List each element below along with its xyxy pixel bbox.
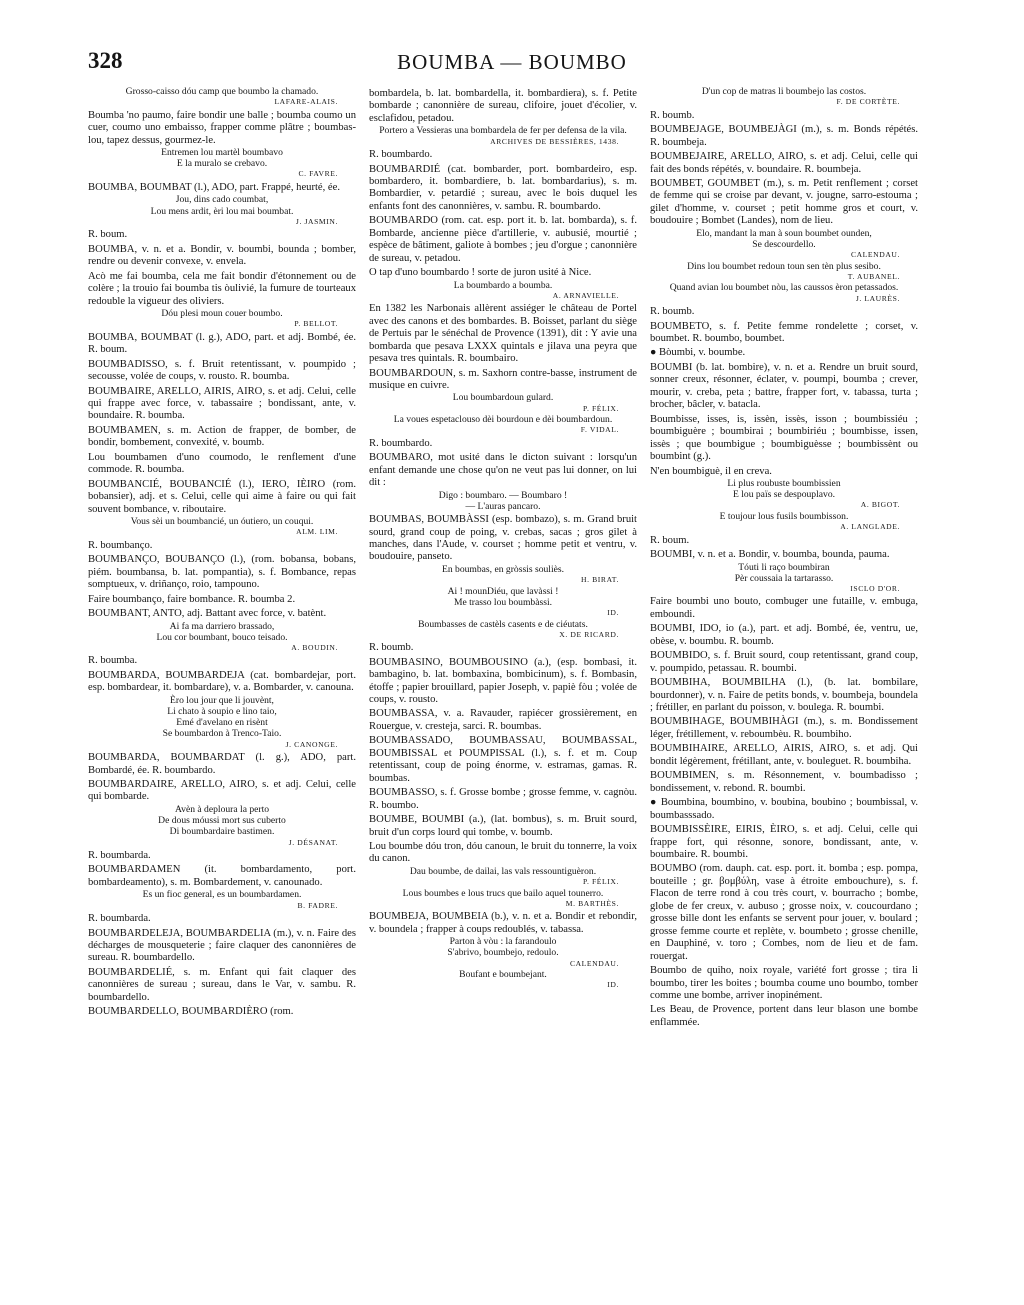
dictionary-entry: BOUMBARDAIRE, ARELLO, AIRO, s. et adj. Celui, celle qui bombarde. — [88, 779, 356, 803]
dictionary-entry: BOUMBARDAMEN (it. bombardamento, port. bombardeamento), s. m. Bombardement, v. canounado. — [88, 864, 356, 888]
dictionary-entry: R. boum. — [88, 229, 128, 241]
citation: Dins lou boumbet redoun toun sen tèn plus sesibo. — [687, 260, 881, 272]
citation: Portero a Vessieras una bombardela de fer per defensa de la vila. — [379, 125, 627, 137]
citation: Avèn à deploura la perto De dous móussi mort sus cuberto Di boumbardaire bastimen. — [158, 803, 286, 838]
citation: En boumbas, en gròssis souliès. — [441, 563, 565, 575]
dictionary-entry: BOUMBO (rom. dauph. cat. esp. port. it. bomba ; esp. pompa, bouteille ; gr. βομβύλη, vase à étroite embouchure), s. f. Flacon de terre rond à cou très court, v. bourracho ; bombe, globe de fer creux, v. aubuso ; grosse noix, v. coucourdano ; grosse bille dont les enfants se servent pour jouer, v. boulard ; grosse femme courte et replète, v. boumbeto ; grosse chenille, en Dauphiné, v. toro ; Combes, nom de lieu et de fam. rouergat. — [650, 863, 918, 962]
citation: Lous boumbes e lous trucs que bailo aquel tounerro. — [402, 887, 604, 899]
citation: Dóu plesi moun couer boumbo. — [161, 308, 283, 320]
citation-author: ISCLO D'OR. — [850, 583, 900, 593]
dictionary-entry: BOUMBA, v. n. et a. Bondir, v. boumbi, bounda ; bomber, rendre ou devenir convexe, v. envela. — [88, 243, 356, 268]
dictionary-entry: BOUMBIHAGE, BOUMBIHÀGI (m.), s. m. Bondissement léger, frétillement, v. reboumbèu. R. boumbiho. — [650, 716, 918, 740]
dictionary-entry: BOUMBASINO, BOUMBOUSINO (a.), (esp. bombasi, it. bambagino, b. lat. bombaxina, bombicinum), s. f. Bombasin, étoffe ; papier brouillard, papier Joseph, v. papiè fòu ; volée de coups, v. rousto. — [369, 656, 637, 706]
citation-author: ID. — [607, 608, 619, 618]
citation: Tóuti li raço boumbiran Pèr coussaia la tartarasso. — [734, 561, 834, 584]
citation: La boumbardo a boumba. — [453, 279, 553, 291]
citation: Li plus roubuste boumbissien E lou païs se despouplavo. — [727, 477, 841, 501]
dictionary-entry: R. boumbardo. — [369, 149, 433, 161]
citation: Boumbasses de castèls casents e de ciéutats. — [418, 618, 588, 630]
page-number: 328 — [88, 48, 123, 73]
citation-author: CALENDAU. — [569, 958, 619, 968]
citation: Elo, mandant la man à soun boumbet ounden, Se descourdello. — [696, 227, 872, 250]
citation: Boufant e boumbejant. — [459, 969, 547, 981]
dictionary-entry: BOUMBETO, s. f. Petite femme rondelette ; corset, v. boumbet. R. boumbo, boumbet. — [650, 320, 918, 344]
dictionary-entry: Boumba 'no paumo, faire bondir une balle ; boumba coumo un cuer, coumo uno embaisso, frapper comme plâtre ; boumbas-lou, tapez dessus, gourmez-le. — [88, 109, 356, 146]
dictionary-entry: BOUMBARDA, BOUMBARDEJA (cat. bombardejar, port. esp. bombardear, it. bombardare), v. a. Bombarder, v. canouna. — [88, 669, 356, 694]
citation-author: F. VIDAL. — [580, 425, 619, 435]
dictionary-entry: BOUMBE, BOUMBI (a.), (lat. bombus), s. m. Bruit sourd, bruit d'un corps lourd qui tombe, v. boumb. — [369, 814, 637, 838]
dictionary-entry: BOUMBANÇO, BOUBANÇO (l.), (rom. bobansa, bobans, piém. boumbansa, b. lat. pompantia), s. f. Bombance, repas somptueux, v. driñanço, roio, tampouno. — [88, 554, 356, 591]
citation-author: F. DE CORTÈTE. — [836, 97, 900, 107]
dictionary-entry: R. boumb. — [650, 109, 695, 121]
dictionary-entry: BOUMBI (b. lat. bombire), v. n. et a. Rendre un bruit sourd, sonner creux, résonner, éclater, v. poumpi, boumba ; crever, mourir, v. creba, peta ; battre, frapper fort, v. tabassa, turta ; brocher, bâcler, v. batacla. — [650, 361, 918, 411]
text-column-3 — [650, 86, 918, 1226]
dictionary-entry: BOUMBAIRE, ARELLO, AIRIS, AIRO, s. et adj. Celui, celle qui frappe avec force, v. tabassaire ; bondissant, ante, v. boundaire. R. boumba. — [88, 385, 356, 422]
dictionary-entry: BOUMBAS, BOUMBÀSSI (esp. bombazo), s. m. Grand bruit sourd, grand coup de poing, v. crebas, sacas ; gros gilet à manches, dans l'Aude, v. courset ; homme petit et ventru, v. boudouire, panseto. — [369, 514, 637, 563]
citation: La voues espetaclouso dèi bourdoun e dèi boumbardoun. — [393, 414, 613, 426]
dictionary-entry: BOUMBA, BOUMBAT (l.), ADO, part. Frappé, heurté, ée. — [88, 181, 340, 193]
dictionary-entry: En 1382 les Narbonais allèrent assiéger le château de Portel avec des canons et des bombardes. B. Boisset, parlant du siège de Pertuis par le sénéchal de Provence (1391), dit : Y avie una bombarda que pesava LXXX quintals e jilava una peyra que pesava tres quintals. R. boumbairo. — [369, 303, 637, 365]
citation-author: B. FADRE. — [297, 900, 338, 910]
dictionary-entry: BOUMBASSO, s. f. Grosse bombe ; grosse femme, v. cagnòu. R. boumbo. — [369, 787, 637, 811]
dictionary-entry: Boumbo de quiho, noix royale, variété fort grosse ; tira li boumbo, tirer les boites ; boumba coume uno boumbo, tomber comme une bombe, arriver inopinément. — [650, 965, 918, 1001]
dictionary-entry: BOUMBARDOUN, s. m. Saxhorn contre-basse, instrument de musique en cuivre. — [369, 367, 637, 392]
dictionary-entry: Les Beau, de Provence, portent dans leur blason une bombe enflammée. — [650, 1004, 918, 1028]
dictionary-entry: BOUMBEJA, BOUMBEIA (b.), v. n. et a. Bondir et rebondir, v. boundela ; frapper à coups redoublés, v. tabassa. — [369, 911, 637, 935]
dictionary-entry: BOUMBAMEN, s. m. Action de frapper, de bomber, de bondir, bombement, convexité, v. boumb. — [88, 424, 356, 449]
citation: Jou, dins cado coumbat, Lou mens ardit, èri lou mai boumbat. — [150, 194, 294, 217]
citation: Èro lou jour que li jouvènt, Li chato à soupio e lino taio, Emé d'avelano en risènt Se boumbardon à Trenco-Taio. — [162, 694, 282, 740]
citation: Ai fa ma darriero brassado, Lou cor boumbant, bouco teisado. — [156, 620, 288, 643]
citation: Entremen lou martèl boumbavo E la muralo se crebavo. — [161, 147, 283, 170]
dictionary-entry: BOUMBET, GOUMBET (m.), s. m. Petit renflement ; corset de femme qui se croise par devant, v. jougne, sarro-estouma ; gilet d'homme, v. courset ; petit homme gros et court, v. boudouire ; Bombet (Landes), nom de lieu. — [650, 177, 918, 227]
citation: E toujour lous fusils boumbisson. — [719, 510, 849, 522]
citation-author: J. DÉSANAT. — [288, 837, 338, 847]
dictionary-entry: BOUMBASSA, v. a. Ravauder, rapiécer grossièrement, en Rouergue, v. cresteja, sarci. R. boumbas. — [369, 708, 637, 732]
dictionary-entry: R. boumb. — [369, 642, 414, 654]
dictionary-entry: BOUMBIMEN, s. m. Résonnement, v. boumbadisso ; bondissement, v. rebond. R. boumbi. — [650, 770, 918, 794]
citation: Ai ! mounDiéu, que lavàssi ! Me trasso lou boumbàssi. — [447, 585, 559, 608]
dictionary-entry: Faire boumbi uno bouto, combuger une futaille, v. embuga, emboundi. — [650, 596, 918, 620]
dictionary-entry: Lou boumbe dóu tron, dóu canoun, le bruit du tonnerre, la voix du canon. — [369, 841, 637, 865]
dictionary-entry: BOUMBARDELLO, BOUMBARDIÈRO (rom. — [88, 1006, 294, 1018]
citation: Quand avian lou boumbet nòu, las caussos èron petassados. — [669, 282, 899, 294]
dictionary-entry: R. boumbanço. — [88, 539, 153, 551]
citation-author: X. DE RICARD. — [559, 629, 619, 639]
citation-author: LAFARE-ALAIS. — [274, 97, 338, 107]
citation-author: A. ARNAVIELLE. — [552, 290, 619, 300]
dictionary-entry: R. boum. — [650, 534, 690, 546]
dictionary-entry: R. boumb. — [650, 306, 695, 318]
citation-author: P. FÉLIX. — [583, 877, 619, 887]
dictionary-entry: R. boumba. — [88, 655, 138, 667]
dictionary-entry: BOUMBANCIÉ, BOUBANCIÉ (l.), IERO, IÈIRO (rom. bobansier), adj. et s. Celui, celle qui aime à faire ou qui fait souvent bombance, v. riboutaire. — [88, 478, 356, 515]
dictionary-entry: Faire boumbanço, faire bombance. R. boumba 2. — [88, 593, 296, 605]
citation-author: CALENDAU. — [850, 250, 900, 260]
citation-author: P. FÉLIX. — [583, 403, 619, 413]
citation-author: J. LAURÈS. — [855, 293, 900, 303]
citation: Dau boumbe, de dailai, las vals ressountiguèron. — [409, 865, 597, 877]
dictionary-entry: BOUMBASSADO, BOUMBASSAU, BOUMBASSAL, BOUMBISSAL et POUMPISSAL (l.), s. f. et m. Coup retentissant, coup de poing énorme, v. estramas, gamas. R. boumbas. — [369, 735, 637, 784]
text-column-1 — [88, 86, 356, 1226]
citation-author: A. BIGOT. — [860, 500, 900, 510]
dictionary-entry: BOUMBARDO (rom. cat. esp. port it. b. lat. bombarda), s. f. Bombarde, ancienne pièce d'artillerie, v. aubusié, mourtié ; espèce de bâtiment, galiote à bombes ; jeu d'orgue ; canonnière de sureau, v. petadou. — [369, 215, 637, 264]
page-header — [88, 48, 936, 82]
dictionary-entry: BOUMBIHAIRE, ARELLO, AIRIS, AIRO, s. et adj. Qui bondit légèrement, frétillant, ante, v. bouleguet. R. boumbiha. — [650, 743, 918, 767]
dictionary-entry: ● Bòumbi, v. boumbe. — [650, 347, 746, 359]
citation-author: ALM. LIM. — [296, 527, 338, 537]
text-column-2 — [369, 86, 637, 1226]
citation: Es un fioc general, es un boumbardamen. — [142, 889, 302, 901]
citation: Lou boumbardoun gulard. — [452, 392, 554, 404]
citation-author: A. LANGLADE. — [840, 522, 900, 532]
citation-author: T. AUBANEL. — [847, 271, 900, 281]
citation-author: A. BOUDIN. — [291, 642, 338, 652]
dictionary-entry: BOUMBANT, ANTO, adj. Battant avec force, v. batènt. — [88, 608, 327, 620]
dictionary-entry: ● Boumbina, boumbino, v. boubina, boubino ; boumbissal, v. boumbasssado. — [650, 797, 918, 821]
dictionary-entry: Lou boumbamen d'uno coumodo, le renflement d'une commode. R. boumba. — [88, 451, 356, 476]
citation-author: M. BARTHÈS. — [565, 898, 619, 908]
dictionary-entry: BOUMBA, BOUMBAT (l. g.), ADO, part. et adj. Bombé, ée. R. boum. — [88, 331, 356, 356]
running-head: BOUMBA — BOUMBO — [397, 50, 627, 74]
dictionary-entry: BOUMBADISSO, s. f. Bruit retentissant, v. poumpido ; secousse, volée de coups, v. rousto. R. boumba. — [88, 358, 356, 383]
dictionary-entry: N'en boumbiguè, il en creva. — [650, 465, 772, 477]
dictionary-entry: BOUMBI, v. n. et a. Bondir, v. boumba, bounda, pauma. — [650, 549, 890, 561]
citation: Grosso-caisso dóu camp que boumbo la chamado. — [125, 86, 319, 97]
dictionary-entry: BOUMBARO, mot usité dans le dicton suivant : lorsqu'un enfant demande une chose qu'on ne veut pas lui donner, on lui dit : — [369, 452, 637, 489]
dictionary-entry: Boumbisse, isses, is, issèn, issès, isson ; boumbissiéu ; boumbiguère ; boumbirai ; boumbiriéu ; boumbisse, issen, issès ; que boumbigue ; boumbiguèsse ; boumbissènt ou boumbint (g.). — [650, 413, 918, 463]
dictionary-entry: BOUMBARDIÉ (cat. bombarder, port. bombardeiro, esp. bombardero, it. bombardiere, b. lat. bombardarius), s. m. Bombardier, v. petardié ; sureau, avec le bois duquel les enfants font des canonnières, v. sambu. R. boumbardo. — [369, 163, 637, 212]
citation: D'un cop de matras li boumbejo las costos. — [701, 86, 867, 97]
dictionary-entry: BOUMBIHA, BOUMBILHA (l.), (b. lat. bombilare, bourdonner), v. n. Faire de petits bonds, v. boumbeja, boundela ; frétiller, en parlant du poisson, v. boulega. R. boumbi. — [650, 677, 918, 714]
dictionary-entry: BOUMBI, IDO, io (a.), part. et adj. Bombé, ée, ventru, ue, obèse, v. boumbu. R. boumb. — [650, 623, 918, 647]
dictionary-entry: BOUMBISSÈIRE, EIRIS, ÈIRO, s. et adj. Celui, celle qui frappe fort, qui résonne, sonore, bondissant, ante, v. boumbaire. R. boumbi. — [650, 824, 918, 861]
citation: Parton à vòu : la farandoulo S'abrivo, boumbejo, redoulo. — [447, 936, 559, 959]
dictionary-entry: BOUMBEJAGE, BOUMBEJÀGI (m.), s. m. Bonds répétés. R. boumbeja. — [650, 124, 918, 148]
dictionary-entry: BOUMBEJAIRE, ARELLO, AIRO, s. et adj. Celui, celle qui fait des bonds répétés, v. boundaire. R. boumbeja. — [650, 151, 918, 175]
dictionary-entry: O tap d'uno boumbardo ! sorte de juron usité à Nice. — [369, 267, 592, 279]
citation: Vous sèi un boumbancié, un óutiero, un couqui. — [130, 516, 314, 528]
citation: Digo : boumbaro. — Boumbaro ! — L'auras pancaro. — [438, 489, 568, 512]
citation-author: C. FAVRE. — [298, 169, 338, 179]
citation-author: ID. — [607, 980, 619, 990]
dictionary-entry: Acò me fai boumba, cela me fait bondir d'étonnement ou de colère ; la trouio fai boumba tis òulivié, la fumure de tourteaux redouble la vigueur des oliviers. — [88, 270, 356, 307]
citation-author: ARCHIVES DE BESSIÈRES, 1438. — [490, 136, 619, 146]
dictionary-entry: bombardela, b. lat. bombardella, it. bombardiera), s. f. Petite bombarde ; canonnière de sureau, clifoire, jouet d'écolier, v. esclafidou, petadou. — [369, 88, 637, 124]
citation-author: P. BELLOT. — [294, 319, 338, 329]
dictionary-entry: BOUMBARDA, BOUMBARDAT (l. g.), ADO, part. Bombardé, ée. R. boumbardo. — [88, 752, 356, 776]
citation-author: J. JASMIN. — [295, 216, 338, 226]
citation-author: J. CANONGE. — [285, 739, 338, 749]
dictionary-entry: R. boumbardo. — [369, 437, 433, 449]
citation-author: H. BIRAT. — [581, 575, 619, 585]
dictionary-entry: BOUMBIDO, s. f. Bruit sourd, coup retentissant, grand coup, v. poumpido, petassau. R. boumbi. — [650, 650, 918, 674]
dictionary-entry: R. boumbarda. — [88, 850, 151, 862]
dictionary-entry: R. boumbarda. — [88, 913, 151, 925]
dictionary-entry: BOUMBARDELIÉ, s. m. Enfant qui fait claquer des canonnières de sureau ; sureau, dans le Var, v. sambu. R. boumbardello. — [88, 966, 356, 1003]
dictionary-entry: BOUMBARDELEJA, BOUMBARDELIA (m.), v. n. Faire des décharges de mousqueterie ; faire claquer des canonnières de sureau. R. boumbardello. — [88, 927, 356, 964]
